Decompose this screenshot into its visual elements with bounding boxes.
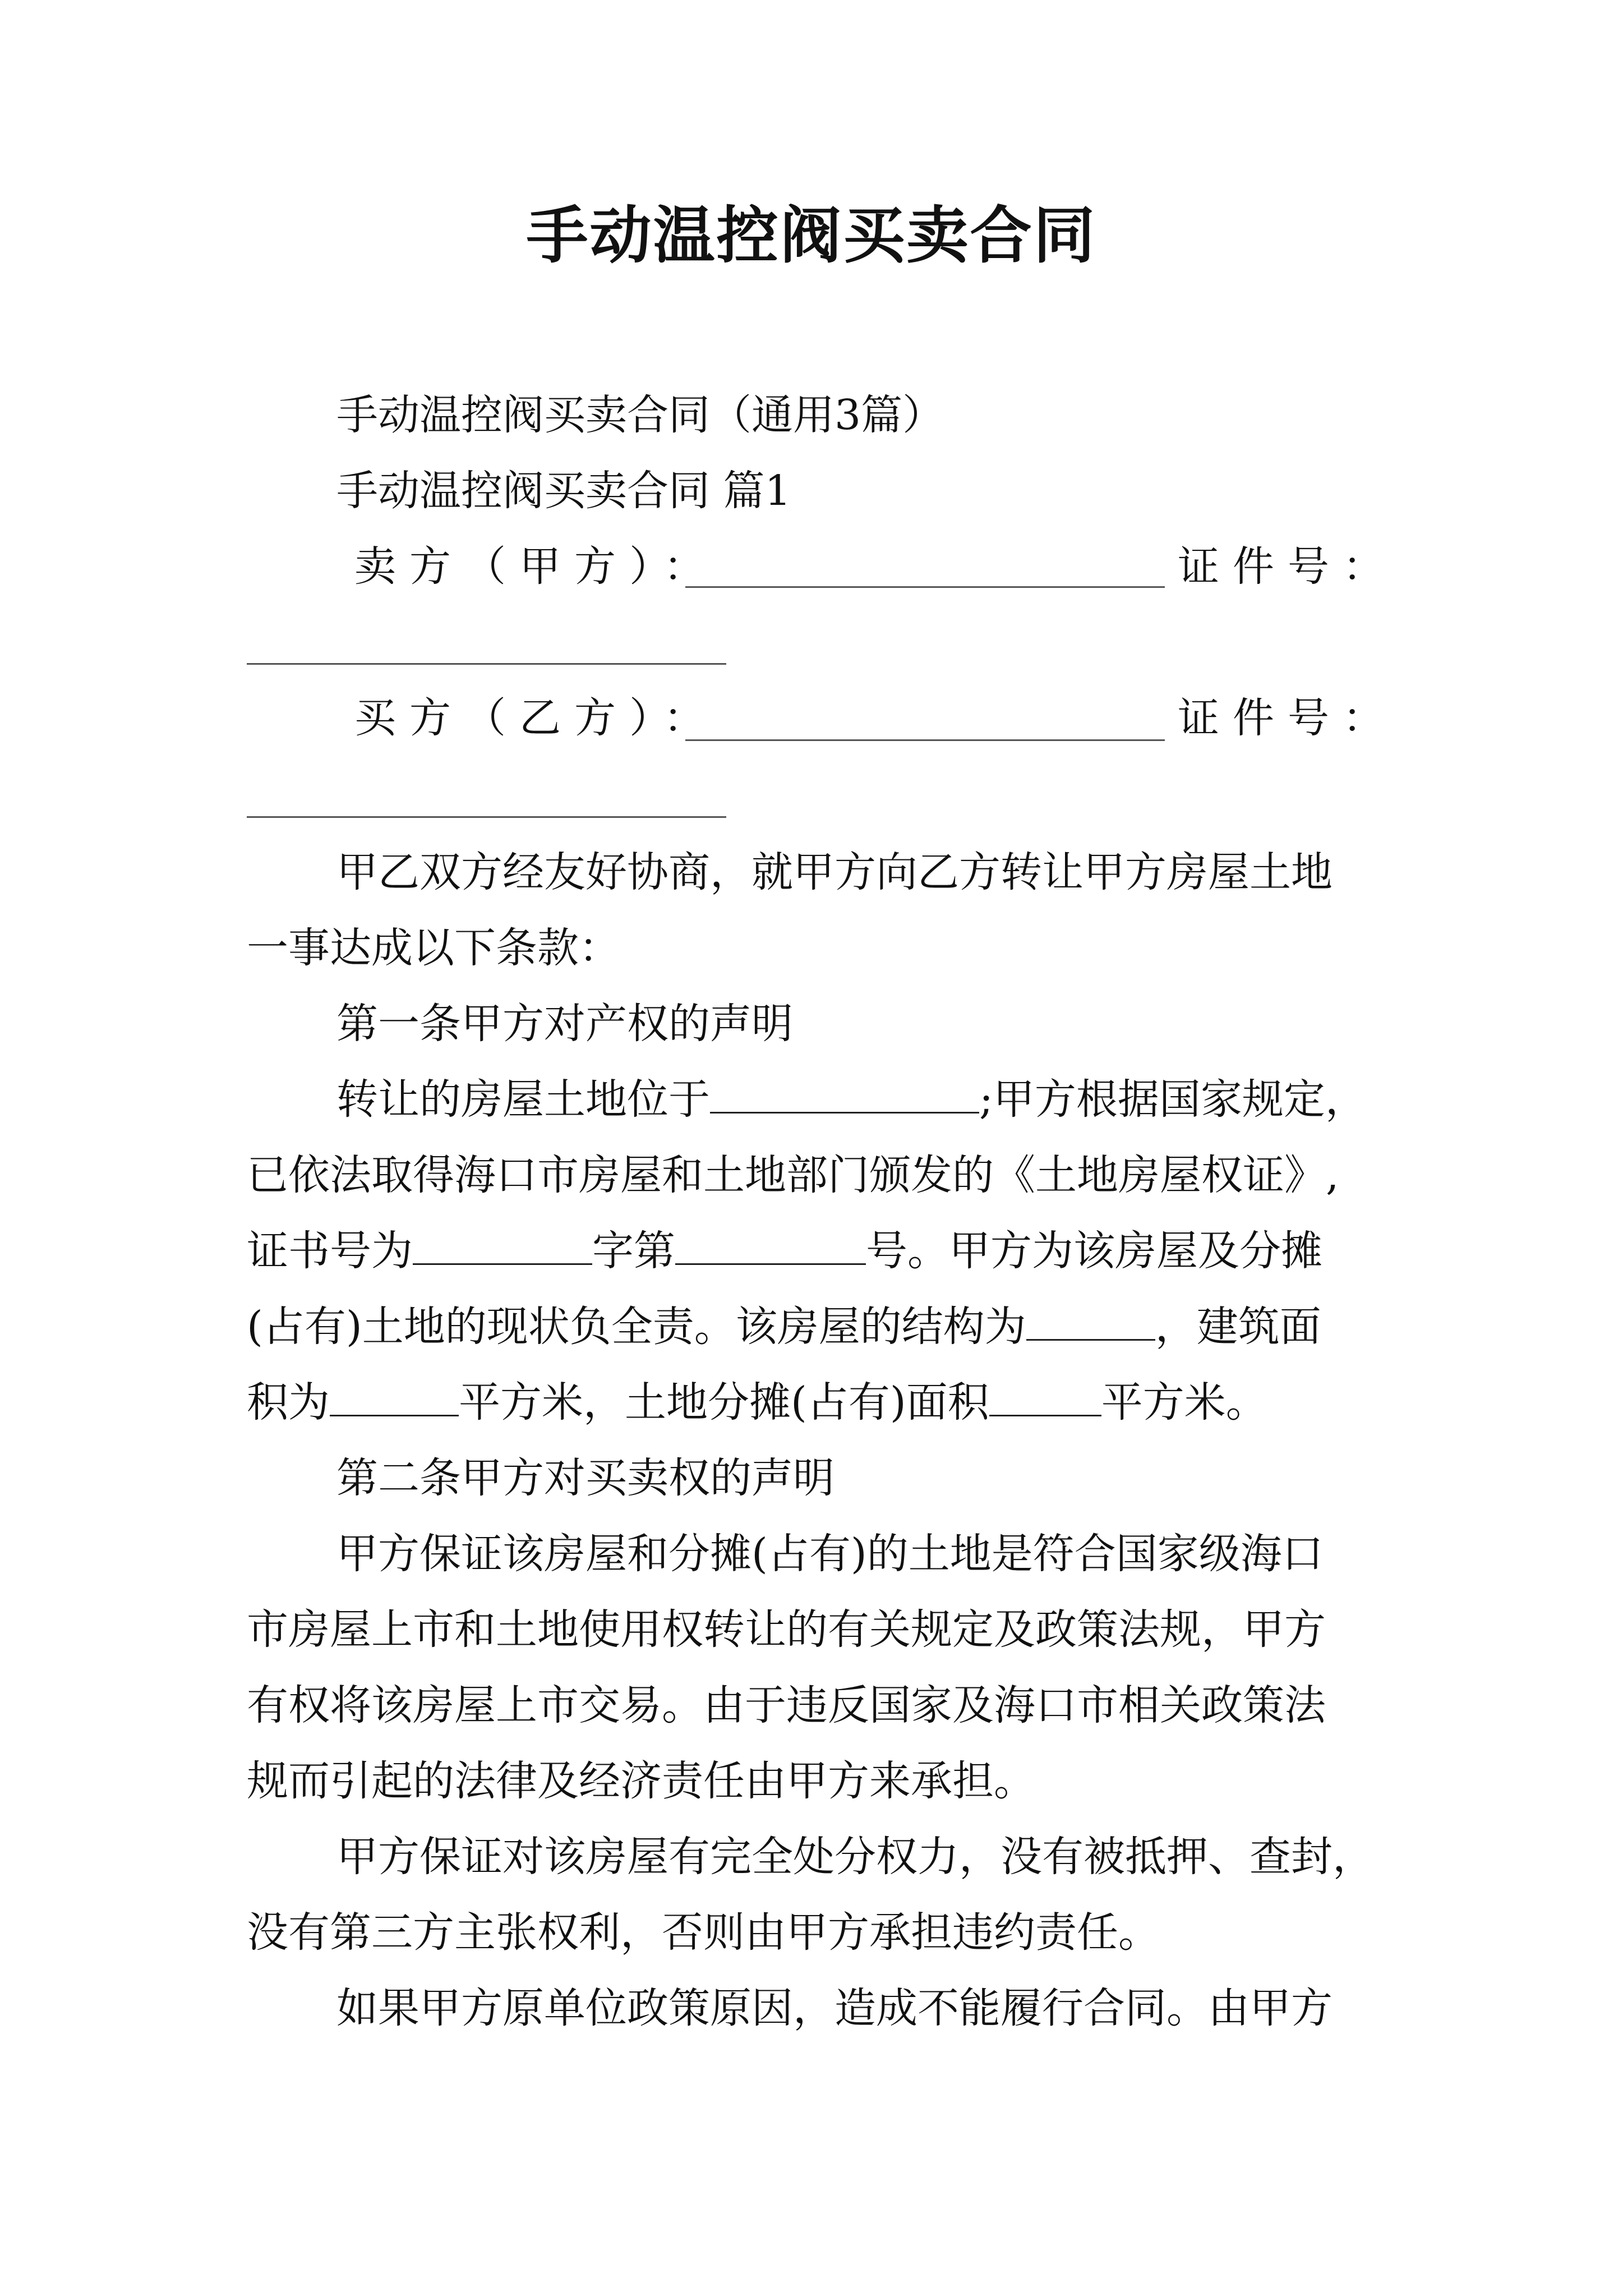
- paragraph-line: 已依法取得海口市房屋和土地部门颁发的《土地房屋权证》,: [247, 1151, 1339, 1199]
- paragraph-line: [247, 1372, 1267, 1433]
- text-fragment: 平方米。: [1101, 1378, 1267, 1427]
- part-heading: 手动温控阀买卖合同 篇1: [336, 467, 791, 515]
- seller-id-blank: [247, 663, 726, 665]
- article-2-heading: 第二条甲方对买卖权的声明: [336, 1454, 834, 1502]
- land-area-blank: [989, 1373, 1101, 1416]
- document-title: 手动温控阀买卖合同: [526, 199, 1097, 272]
- buyer-id-label: 证件号：: [1178, 694, 1398, 742]
- seller-label: 卖方（甲方）：: [354, 542, 718, 591]
- paragraph-line: [247, 1296, 1321, 1358]
- text-fragment: 证书号为: [247, 1227, 413, 1275]
- paragraph-line: 规而引起的法律及经济责任由甲方来承担。: [247, 1757, 1035, 1805]
- text-fragment: 积为: [247, 1378, 330, 1427]
- text-fragment: 平方米，土地分摊(占有)面积: [459, 1378, 989, 1427]
- text-fragment: ;甲方根据国家规定，: [979, 1075, 1367, 1124]
- buyer-name-blank: [685, 739, 1165, 741]
- buyer-id-blank: [247, 816, 726, 818]
- paragraph-line: 有权将该房屋上市交易。由于违反国家及海口市相关政策法: [247, 1681, 1326, 1729]
- paragraph-line: 没有第三方主张权利，否则由甲方承担违约责任。: [247, 1908, 1160, 1957]
- seller-name-blank: [685, 586, 1165, 588]
- certificate-number-blank: [675, 1222, 866, 1265]
- paragraph-line: 甲方保证该房屋和分摊(占有)的土地是符合国家级海口: [336, 1530, 1324, 1578]
- text-fragment: 字第: [592, 1227, 675, 1275]
- text-fragment: ，建筑面: [1155, 1303, 1321, 1351]
- buyer-label: 买方（乙方）：: [354, 694, 718, 742]
- article-1-heading: 第一条甲方对产权的声明: [336, 1000, 793, 1048]
- paragraph-line: 市房屋上市和土地使用权转让的有关规定及政策法规，甲方: [247, 1605, 1326, 1654]
- paragraph-line: 甲方保证对该房屋有完全处分权力，没有被抵押、查封，: [336, 1833, 1374, 1881]
- location-blank: [710, 1070, 979, 1114]
- text-fragment: 转让的房屋土地位于: [336, 1075, 710, 1124]
- text-fragment: (占有)土地的现状负全责。该房屋的结构为: [247, 1303, 1026, 1351]
- structure-blank: [1026, 1297, 1155, 1341]
- paragraph-line: 如果甲方原单位政策原因，造成不能履行合同。由甲方: [336, 1984, 1332, 2032]
- paragraph-line: 甲乙双方经友好协商，就甲方向乙方转让甲方房屋土地: [336, 848, 1332, 896]
- text-fragment: 号。甲方为该房屋及分摊: [866, 1227, 1322, 1275]
- paragraph-line: 一事达成以下条款：: [247, 924, 620, 972]
- document-subtitle: 手动温控阀买卖合同（通用3篇）: [336, 391, 944, 439]
- paragraph-line: [247, 1220, 1322, 1282]
- seller-id-label: 证件号：: [1178, 542, 1398, 591]
- certificate-prefix-blank: [413, 1222, 592, 1265]
- paragraph-line: [336, 1069, 1367, 1130]
- building-area-blank: [330, 1373, 459, 1416]
